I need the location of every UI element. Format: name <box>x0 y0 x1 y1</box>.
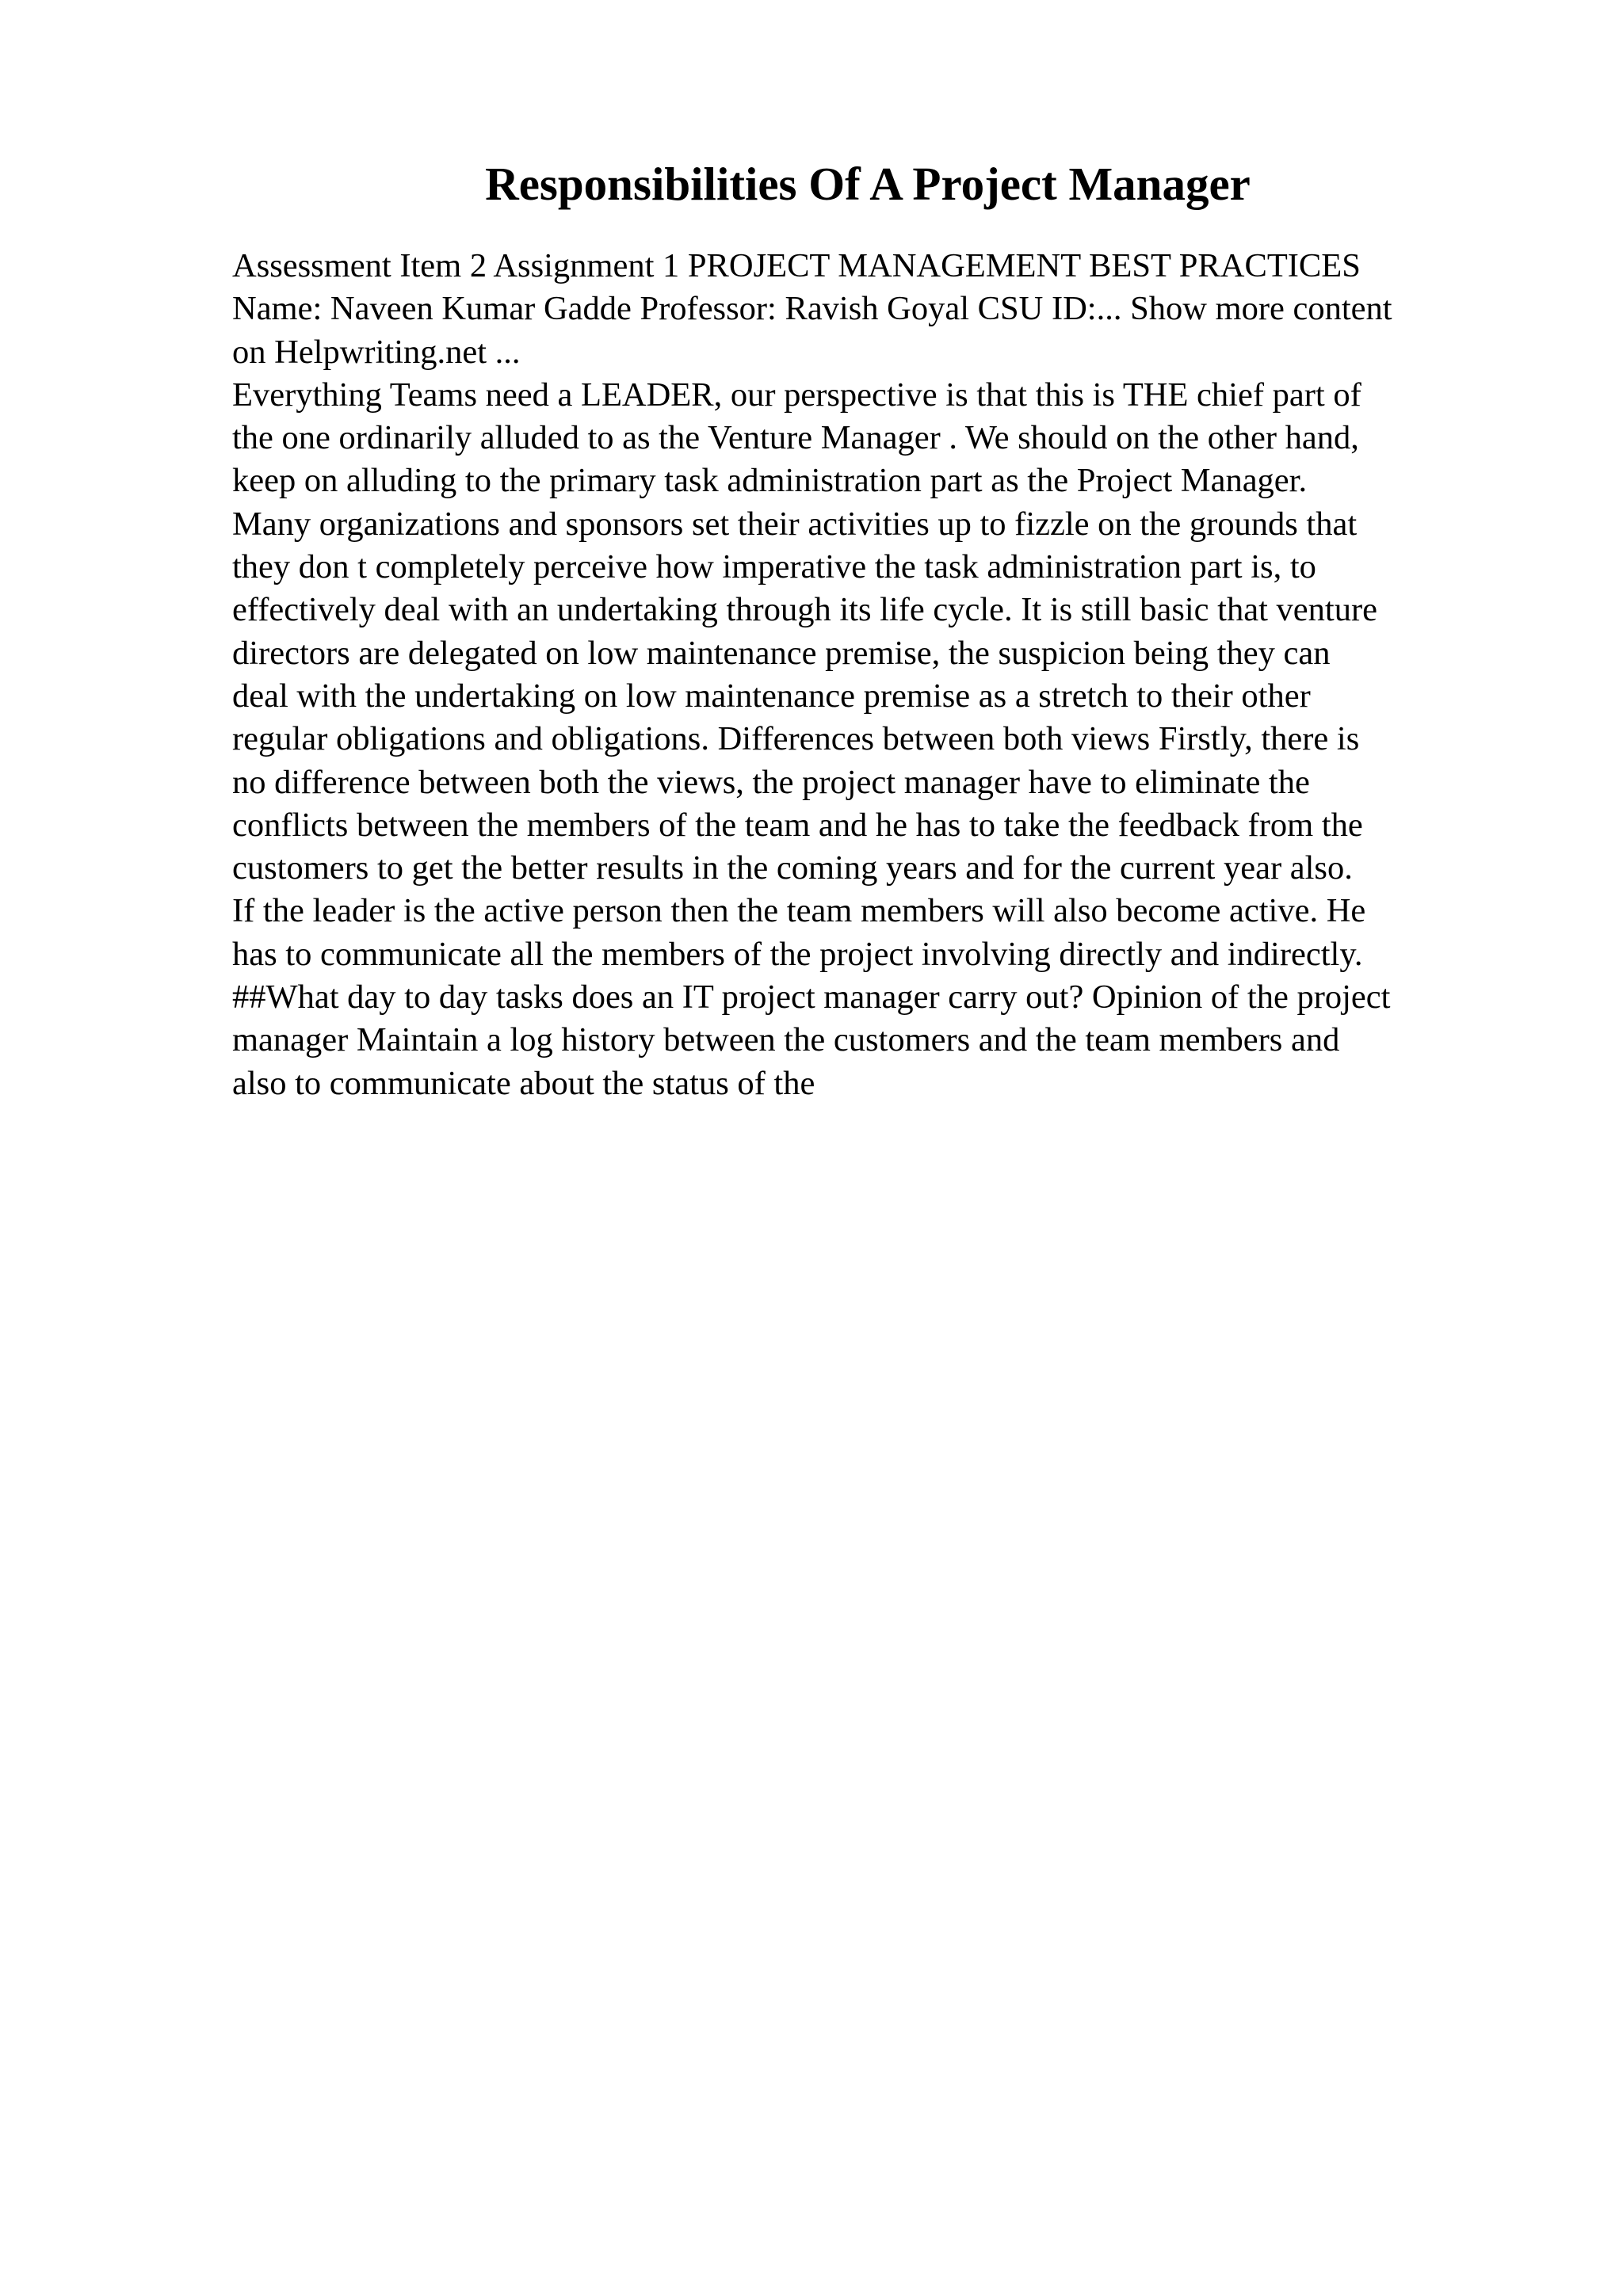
text-line: customers to get the better results in the coming years and for the current year also. <box>232 849 1353 887</box>
text-line: deal with the undertaking on low maintenance premise as a stretch to their other <box>232 677 1311 715</box>
text-line: regular obligations and obligations. Differences between both views Firstly, there is <box>232 720 1360 758</box>
text-line: manager Maintain a log history between the customers and the team members and <box>232 1021 1340 1059</box>
text-line: keep on alluding to the primary task administration part as the Project Manager. <box>232 462 1308 500</box>
text-line: no difference between both the views, the project manager have to eliminate the <box>232 763 1310 801</box>
text-line: conflicts between the members of the team and he has to take the feedback from the <box>232 806 1363 844</box>
text-line: the one ordinarily alluded to as the Venture Manager . We should on the other hand, <box>232 419 1359 457</box>
text-line: Name: Naveen Kumar Gadde Professor: Ravish Goyal CSU ID:... Show more content <box>232 290 1392 328</box>
text-line: Many organizations and sponsors set their activities up to fizzle on the grounds that <box>232 505 1358 543</box>
page-title: Responsibilities Of A Project Manager <box>485 158 1251 210</box>
text-line: has to communicate all the members of the project involving directly and indirectly. <box>232 935 1363 973</box>
text-line: ##What day to day tasks does an IT project manager carry out? Opinion of the project <box>232 978 1391 1016</box>
text-line: Everything Teams need a LEADER, our perspective is that this is THE chief part of <box>232 376 1361 414</box>
text-line: effectively deal with an undertaking through its life cycle. It is still basic that venture <box>232 591 1377 629</box>
text-line: directors are delegated on low maintenance premise, the suspicion being they can <box>232 634 1331 672</box>
text-line: on Helpwriting.net ... <box>232 333 521 371</box>
text-line: If the leader is the active person then the team members will also become active. He <box>232 892 1366 930</box>
text-line: they don t completely perceive how imperative the task administration part is, to <box>232 548 1316 586</box>
text-line: also to communicate about the status of the <box>232 1064 815 1102</box>
text-line: Assessment Item 2 Assignment 1 PROJECT MANAGEMENT BEST PRACTICES <box>232 247 1361 284</box>
body-text <box>232 245 1516 1105</box>
